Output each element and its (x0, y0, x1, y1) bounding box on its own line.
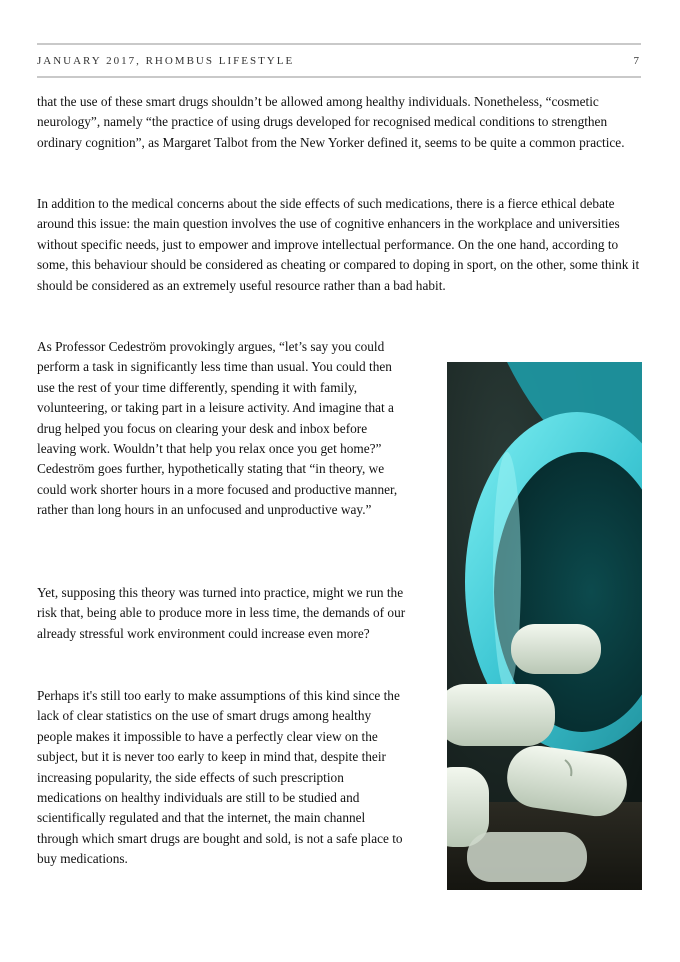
header-rule-top (37, 43, 641, 45)
page-number: 7 (633, 55, 641, 67)
running-title: JANUARY 2017, RHOMBUS LIFESTYLE (37, 55, 295, 67)
article-paragraph: As Professor Cedeström provokingly argues, “let’s say you could perform a task in significantly less time than usual. You could then use the rest of your time differently, spending it with family, volunteering, or taking part in a leisure activity. And imagine that a drug helped you focus on clearing your desk and inbox before leaving work. Wouldn’t that help you relax once you get home?” Cedeström goes further, hypothetically stating that “in theory, we could work shorter hours in a more focused and productive manner, rather than long hours in an unfocused and unproductive way.” (37, 339, 398, 518)
article-paragraph: Yet, supposing this theory was turned into practice, might we run the risk that, being able to produce more in less time, the demands of our already stressful work environment could increase even more? (37, 585, 406, 641)
header-rule-bottom (37, 76, 641, 78)
pill-bottle-photo (447, 362, 642, 890)
running-header (37, 55, 641, 68)
article-paragraph: In addition to the medical concerns about the side effects of such medications, there is a fierce ethical debate around this issue: the main question involves the use of cognitive enhancers in the workplace and universities without specific needs, just to empower and improve intellectual performance. On the one hand, according to some, this behaviour should be considered as cheating or compared to doping in sport, on the other, some think it should be considered as an extremely useful resource rather than a bad habit. (37, 196, 640, 293)
article-paragraph: that the use of these smart drugs shouldn’t be allowed among healthy individuals. Nonetheless, “cosmetic neurology”, namely “the practice of using drugs developed for recognised medical conditions to strengthen ordinary cognition”, as Margaret Talbot from the New Yorker defined it, seems to be quite a common practice. (37, 94, 625, 150)
article-paragraph: Perhaps it's still too early to make assumptions of this kind since the lack of clear statistics on the use of smart drugs among healthy people makes it impossible to have a perfectly clear view on the subject, but it is never too early to keep in mind that, despite their increasing popularity, the side effects of such prescription medications on healthy individuals are still to be studied and scientifically regulated and that the internet, the main channel through which smart drugs are bought and sold, is not a safe place to buy medications. (37, 688, 403, 867)
